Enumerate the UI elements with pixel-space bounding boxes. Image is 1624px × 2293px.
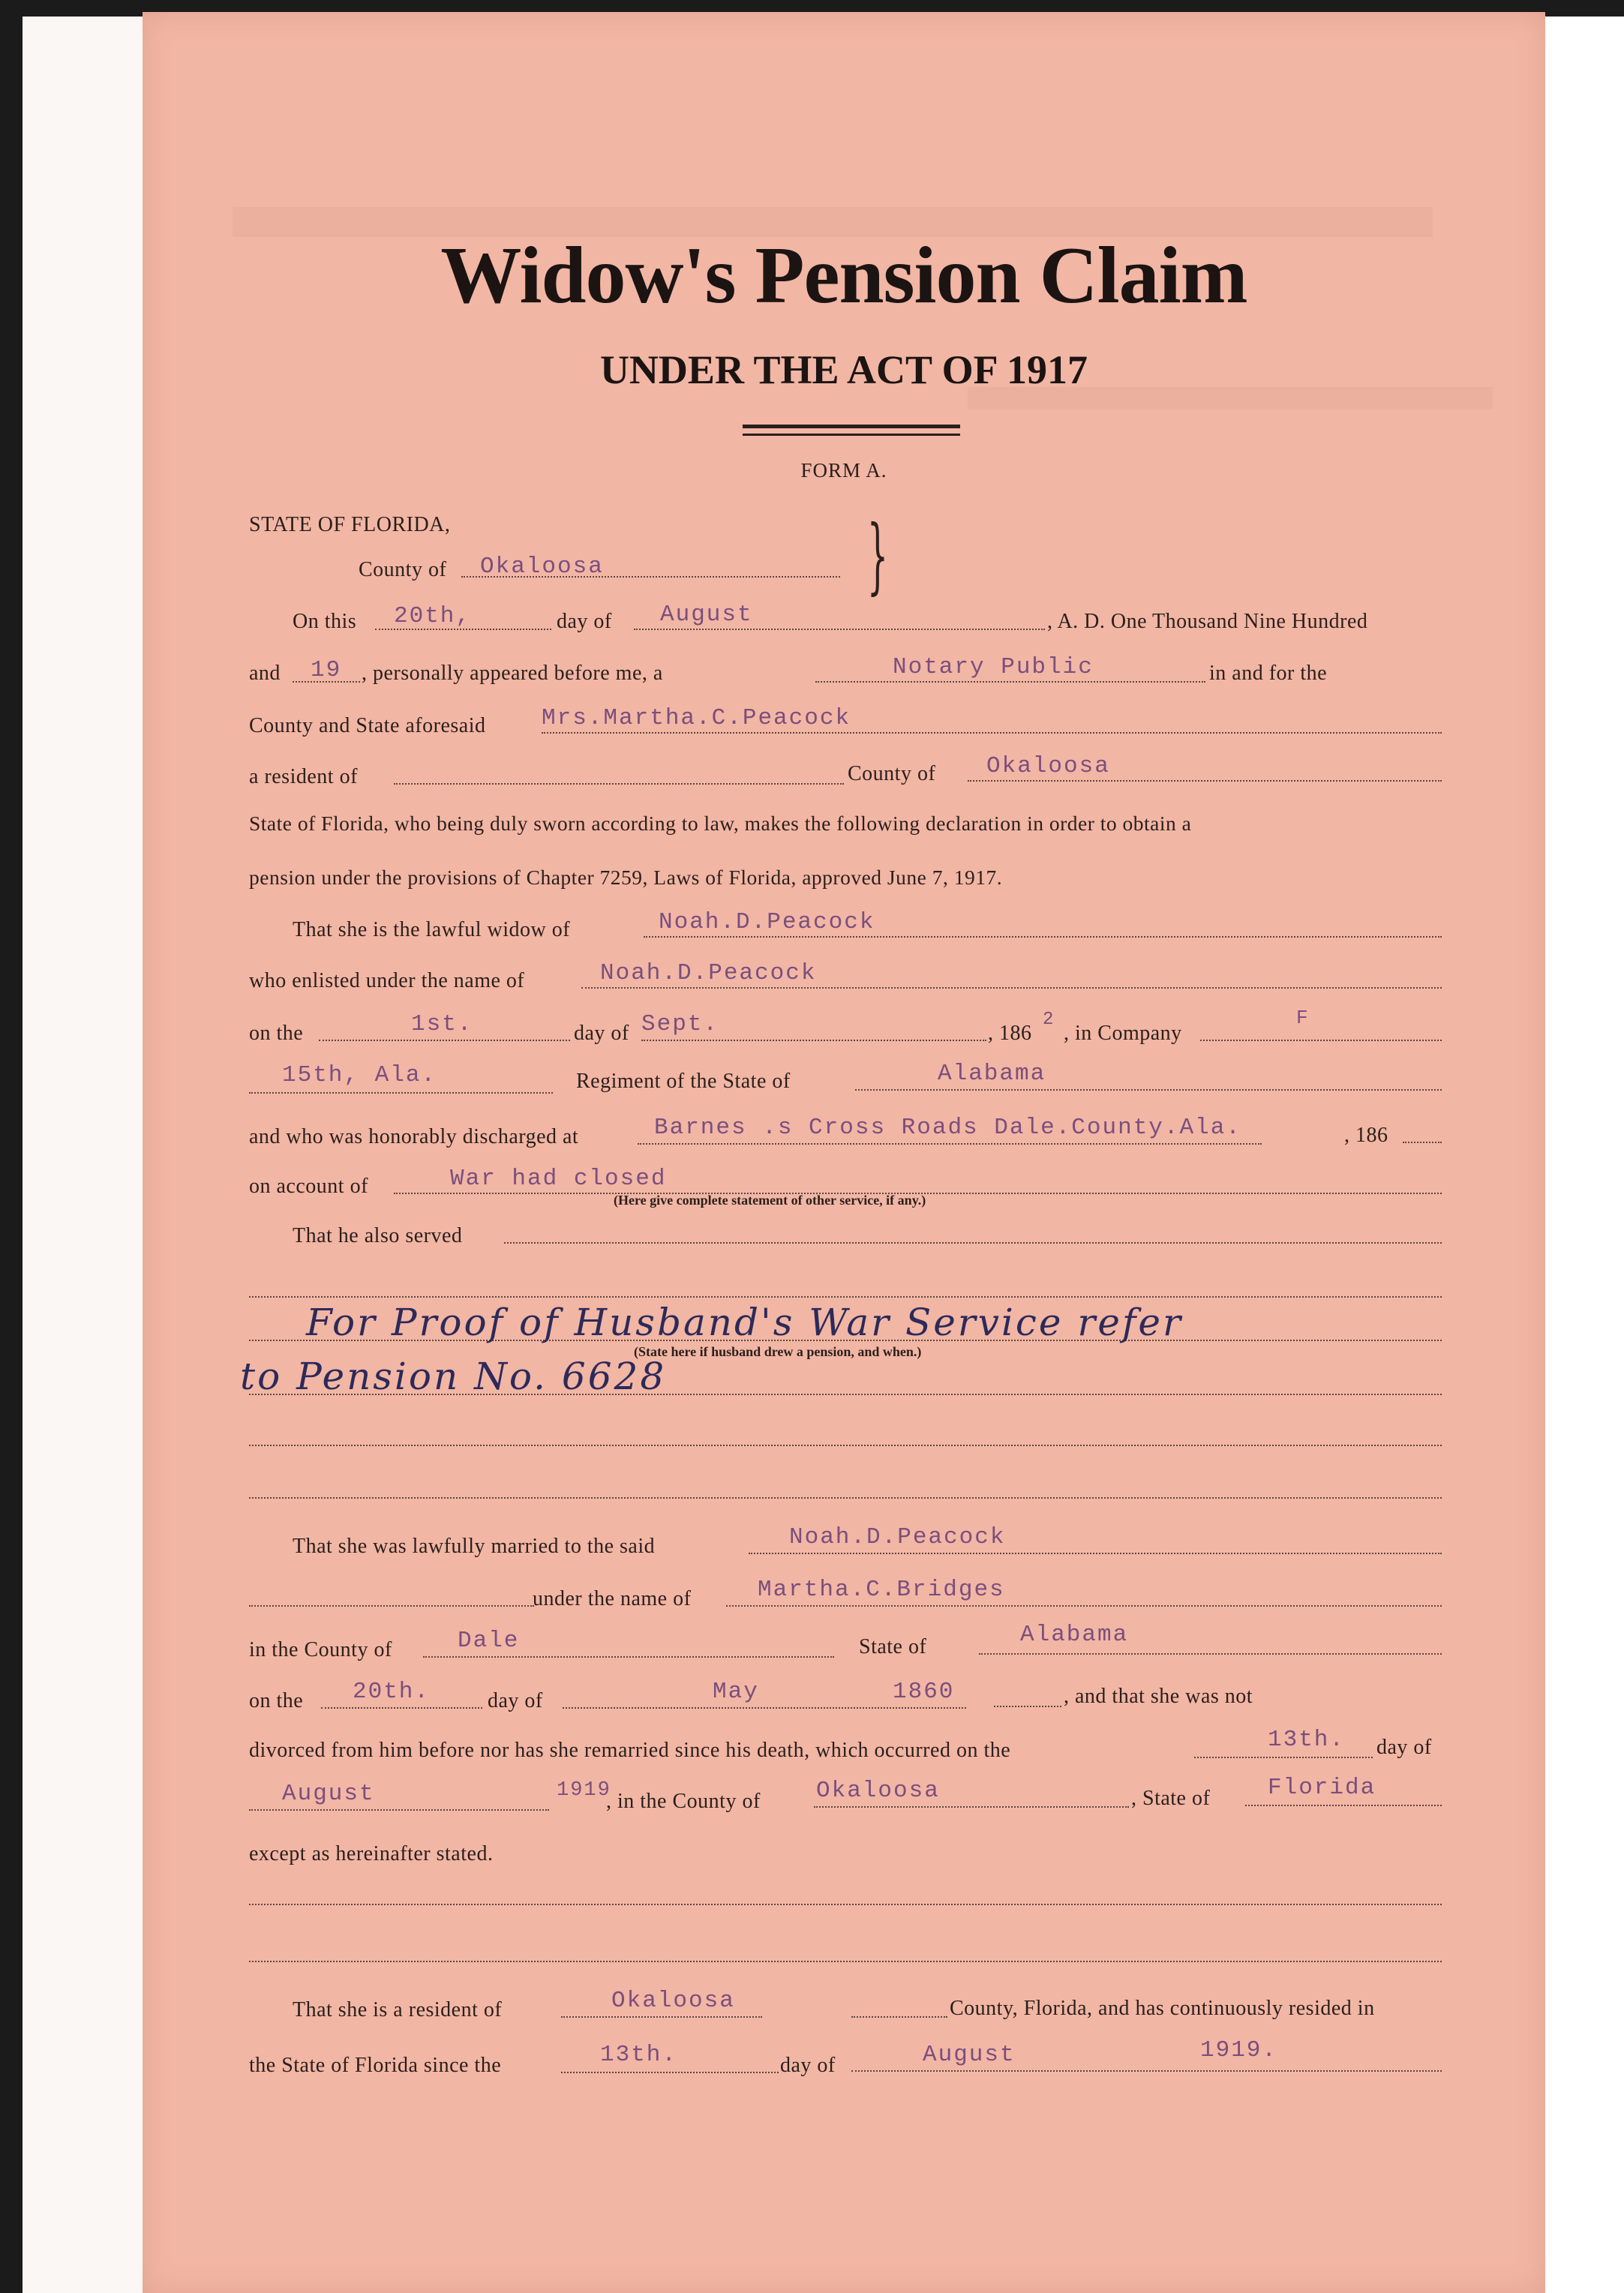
and-label: and <box>249 662 281 685</box>
brace: } <box>867 507 888 603</box>
divorced-label: divorced from him before nor has she remarried since his death, which occurred on the <box>249 1739 1011 1762</box>
resident-county-line-2 <box>561 2016 762 2018</box>
maiden-name-line <box>726 1605 1442 1607</box>
month-value: August <box>660 602 753 628</box>
resident-county-value-2: Okaloosa <box>611 1988 735 2014</box>
death-county-line <box>814 1806 1129 1808</box>
county-of-label: County of <box>848 762 936 785</box>
since-month-value: August <box>923 2042 1016 2068</box>
enlist-day-value: 1st. <box>411 1011 473 1037</box>
resident-of-label: a resident of <box>249 765 358 788</box>
resident-county-value: Okaloosa <box>986 753 1110 779</box>
county-state-label: County and State aforesaid <box>249 714 486 737</box>
officer-line <box>815 681 1205 683</box>
state-of-label: State of <box>859 1635 927 1658</box>
except-line-2 <box>249 1961 1442 1962</box>
death-state-value: Florida <box>1268 1775 1376 1801</box>
death-county-value: Okaloosa <box>816 1778 940 1804</box>
death-month-value: August <box>282 1781 375 1807</box>
state-label: STATE OF FLORIDA, <box>249 513 451 536</box>
appeared-label: , personally appeared before me, a <box>362 662 663 685</box>
regiment-state-line <box>855 1089 1442 1091</box>
in-the-county-label: , in the County of <box>606 1790 761 1813</box>
on-the-label: on the <box>249 1022 304 1045</box>
death-day-line <box>1194 1757 1373 1758</box>
year-prefix-label: , 186 <box>988 1022 1032 1045</box>
death-day-of-label: day of <box>1376 1736 1432 1759</box>
resident-county-line <box>968 780 1442 782</box>
in-company-label: , in Company <box>1064 1022 1182 1045</box>
title-rule <box>743 425 960 428</box>
day-of-label: day of <box>557 610 612 633</box>
enlist-month-value: Sept. <box>641 1011 719 1037</box>
enlisted-name-value: Noah.D.Peacock <box>600 960 817 986</box>
county-label: County of <box>359 558 447 581</box>
also-served-label: That he also served <box>293 1224 463 1247</box>
marriage-day-line <box>321 1707 482 1709</box>
handwritten-note-2: to Pension No. 6628 <box>240 1355 667 1398</box>
service-line-5 <box>249 1445 1442 1446</box>
marriage-day-value: 20th. <box>353 1679 431 1705</box>
husband-value: Noah.D.Peacock <box>659 909 875 935</box>
sworn-line-1: State of Florida, who being duly sworn according to law, makes the following declaration in order to obtain a <box>249 812 1192 835</box>
married-to-value: Noah.D.Peacock <box>789 1524 1006 1550</box>
marriage-year-line-2 <box>994 1706 1061 1707</box>
death-year-value: 1919 <box>557 1779 611 1802</box>
resident-line <box>394 783 844 785</box>
regiment-line <box>249 1092 553 1094</box>
regiment-state-value: Alabama <box>938 1061 1046 1087</box>
year-value: 19 <box>311 657 342 683</box>
ad-label: , A. D. One Thousand Nine Hundred <box>1047 610 1368 633</box>
not-divorced-label: , and that she was not <box>1064 1685 1253 1708</box>
discharge-line <box>638 1143 1262 1145</box>
death-month-line <box>249 1809 549 1811</box>
day-value: 20th, <box>394 603 472 629</box>
handwritten-note-1: For Proof of Husband's War Service refer <box>306 1301 1183 1344</box>
since-day-of-label: day of <box>780 2054 836 2077</box>
marriage-day-of-label: day of <box>488 1689 543 1712</box>
marriage-month-line <box>563 1707 966 1709</box>
widow-of-label: That she is the lawful widow of <box>293 918 571 941</box>
discharge-year-label: , 186 <box>1344 1124 1388 1147</box>
month-line <box>634 629 1045 630</box>
scan-border-left <box>0 0 23 2293</box>
husband-line <box>644 936 1442 938</box>
claimant-value: Mrs.Martha.C.Peacock <box>542 705 851 731</box>
discharged-label: and who was honorably discharged at <box>249 1125 579 1148</box>
scan-background <box>23 17 143 2293</box>
married-label: That she was lawfully married to the said <box>293 1535 656 1558</box>
regiment-value: 15th, Ala. <box>282 1062 437 1088</box>
on-this-label: On this <box>293 610 357 633</box>
maiden-name-value: Martha.C.Bridges <box>758 1577 1005 1603</box>
pension-note: (State here if husband drew a pension, and when.) <box>634 1344 922 1359</box>
also-served-line <box>504 1242 1442 1244</box>
discharge-place-value: Barnes .s Cross Roads Dale.County.Ala. <box>654 1115 1241 1141</box>
death-day-value: 13th. <box>1268 1727 1346 1753</box>
marriage-state-line <box>979 1653 1442 1655</box>
married-to-line <box>749 1553 1442 1554</box>
since-day-line <box>561 2072 779 2073</box>
county-florida-label: County, Florida, and has continuously resided in <box>950 1997 1375 2020</box>
service-line-2 <box>249 1296 1442 1298</box>
in-county-of-label: in the County of <box>249 1638 392 1661</box>
under-name-pre-line <box>249 1605 534 1607</box>
sworn-line-2: pension under the provisions of Chapter 7259, Laws of Florida, approved June 7, 1917. <box>249 866 1003 889</box>
service-line-6 <box>249 1497 1442 1499</box>
since-day-value: 13th. <box>600 2042 678 2068</box>
claimant-line <box>542 732 1442 734</box>
marriage-month-value: May <box>713 1679 759 1705</box>
enlisted-line <box>581 987 1442 989</box>
form-subtitle: UNDER THE ACT OF 1917 <box>599 347 1088 392</box>
enlisted-label: who enlisted under the name of <box>249 969 525 992</box>
enlist-day-of-label: day of <box>574 1022 629 1045</box>
enlist-month-line <box>641 1040 986 1041</box>
pension-form-sheet <box>143 12 1545 2293</box>
resident-extra-line <box>851 2016 947 2018</box>
since-month-line <box>851 2070 1442 2072</box>
marriage-county-line <box>423 1656 834 1658</box>
account-value: War had closed <box>450 1166 667 1192</box>
death-state-line <box>1245 1805 1442 1806</box>
since-year-value: 1919. <box>1200 2037 1278 2063</box>
death-state-of-label: , State of <box>1131 1787 1211 1810</box>
marriage-year-value: 1860 <box>893 1679 955 1705</box>
except-line-1 <box>249 1904 1442 1905</box>
marriage-on-the-label: on the <box>249 1689 304 1712</box>
regiment-label: Regiment of the State of <box>576 1070 791 1093</box>
form-label: FORM A. <box>800 459 887 482</box>
under-name-label: under the name of <box>533 1587 692 1610</box>
company-value: F <box>1296 1007 1310 1029</box>
since-label: the State of Florida since the <box>249 2054 502 2077</box>
county-value: Okaloosa <box>480 554 604 580</box>
marriage-state-value: Alabama <box>1020 1622 1129 1648</box>
officer-value: Notary Public <box>893 654 1094 680</box>
service-line-4 <box>249 1394 1442 1395</box>
discharge-year-line <box>1403 1142 1442 1143</box>
in-and-for-label: in and for the <box>1209 662 1328 685</box>
title-rule-thin <box>743 434 960 436</box>
resident-label: That she is a resident of <box>293 1998 503 2021</box>
enlist-day-line <box>319 1040 570 1041</box>
other-service-note: (Here give complete statement of other service, if any.) <box>614 1193 926 1208</box>
company-line <box>1200 1040 1442 1041</box>
on-account-label: on account of <box>249 1175 368 1198</box>
except-label: except as hereinafter stated. <box>249 1842 494 1865</box>
enlist-year-value: 2 <box>1043 1010 1055 1030</box>
form-title: Widow's Pension Claim <box>440 231 1247 320</box>
marriage-county-value: Dale <box>458 1628 520 1654</box>
